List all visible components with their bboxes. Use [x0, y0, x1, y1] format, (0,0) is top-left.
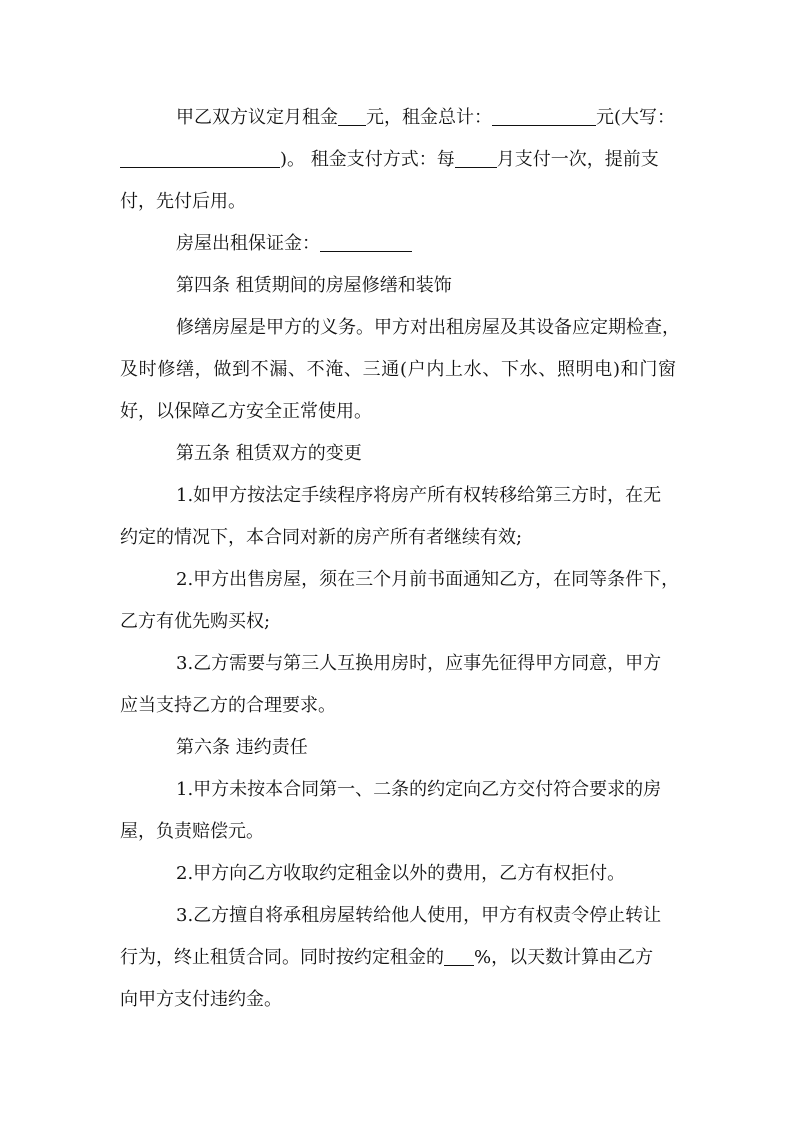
rent-line-2	[120, 148, 659, 172]
deposit-label: 房屋出租保证金：	[176, 233, 320, 254]
article-5-heading: 第五条 租赁双方的变更	[176, 443, 362, 464]
article-6-item-1-line-1: 1.甲方未按本合同第一、二条的约定向乙方交付符合要求的房	[176, 779, 662, 800]
penalty-rate-blank	[444, 947, 474, 966]
rent-line-1	[176, 106, 675, 130]
article-6-item-1-line-2: 屋，负责赔偿元。	[120, 821, 264, 842]
rent-text-payment: )。 租金支付方式：每	[280, 149, 455, 170]
article-5-item-1-line-1: 1.如甲方按法定手续程序将房产所有权转移给第三方时，在无	[176, 485, 662, 506]
article-6-item-3-line-2	[120, 946, 653, 970]
monthly-rent-blank	[338, 107, 366, 126]
rent-text-advance: 月支付一次，提前支	[496, 149, 659, 170]
article-6-heading: 第六条 违约责任	[176, 737, 308, 758]
article-6-item-3-line-1: 3.乙方擅自将承租房屋转给他人使用，甲方有权责令停止转让	[176, 905, 662, 926]
rent-line-3: 付，先付后用。	[120, 191, 246, 212]
article-5-item-2-line-2: 乙方有优先购买权;	[120, 611, 271, 632]
article-4-line-2: 及时修缮，做到不漏、不淹、三通(户内上水、下水、照明电)和门窗	[120, 359, 676, 380]
deposit-blank	[320, 233, 412, 252]
article-4-line-1: 修缮房屋是甲方的义务。甲方对出租房屋及其设备应定期检查，	[176, 317, 680, 338]
penalty-text-start: 行为，终止租赁合同。同时按约定租金的	[120, 947, 444, 968]
deposit-line	[176, 232, 412, 256]
rent-text-capital: 元(大写：	[596, 107, 676, 128]
article-4-heading: 第四条 租赁期间的房屋修缮和装饰	[176, 275, 452, 296]
article-6-item-3-line-3: 向甲方支付违约金。	[120, 989, 282, 1010]
payment-months-blank	[455, 149, 497, 168]
article-5-item-3-line-2: 应当支持乙方的合理要求。	[120, 695, 336, 716]
article-5-item-1-line-2: 约定的情况下，本合同对新的房产所有者继续有效;	[120, 527, 523, 548]
capital-amount-blank	[120, 149, 280, 168]
article-6-item-2-line-1: 2.甲方向乙方收取约定租金以外的费用，乙方有权拒付。	[176, 863, 626, 884]
rent-text-total: 元，租金总计：	[366, 107, 492, 128]
penalty-text-end: %，以天数计算由乙方	[474, 947, 654, 968]
article-5-item-3-line-1: 3.乙方需要与第三人互换用房时，应事先征得甲方同意，甲方	[176, 653, 662, 674]
article-4-line-3: 好，以保障乙方安全正常使用。	[120, 401, 372, 422]
rent-text-start: 甲乙双方议定月租金	[176, 107, 338, 128]
total-rent-blank	[492, 107, 596, 126]
article-5-item-2-line-1: 2.甲方出售房屋，须在三个月前书面通知乙方，在同等条件下，	[176, 569, 680, 590]
